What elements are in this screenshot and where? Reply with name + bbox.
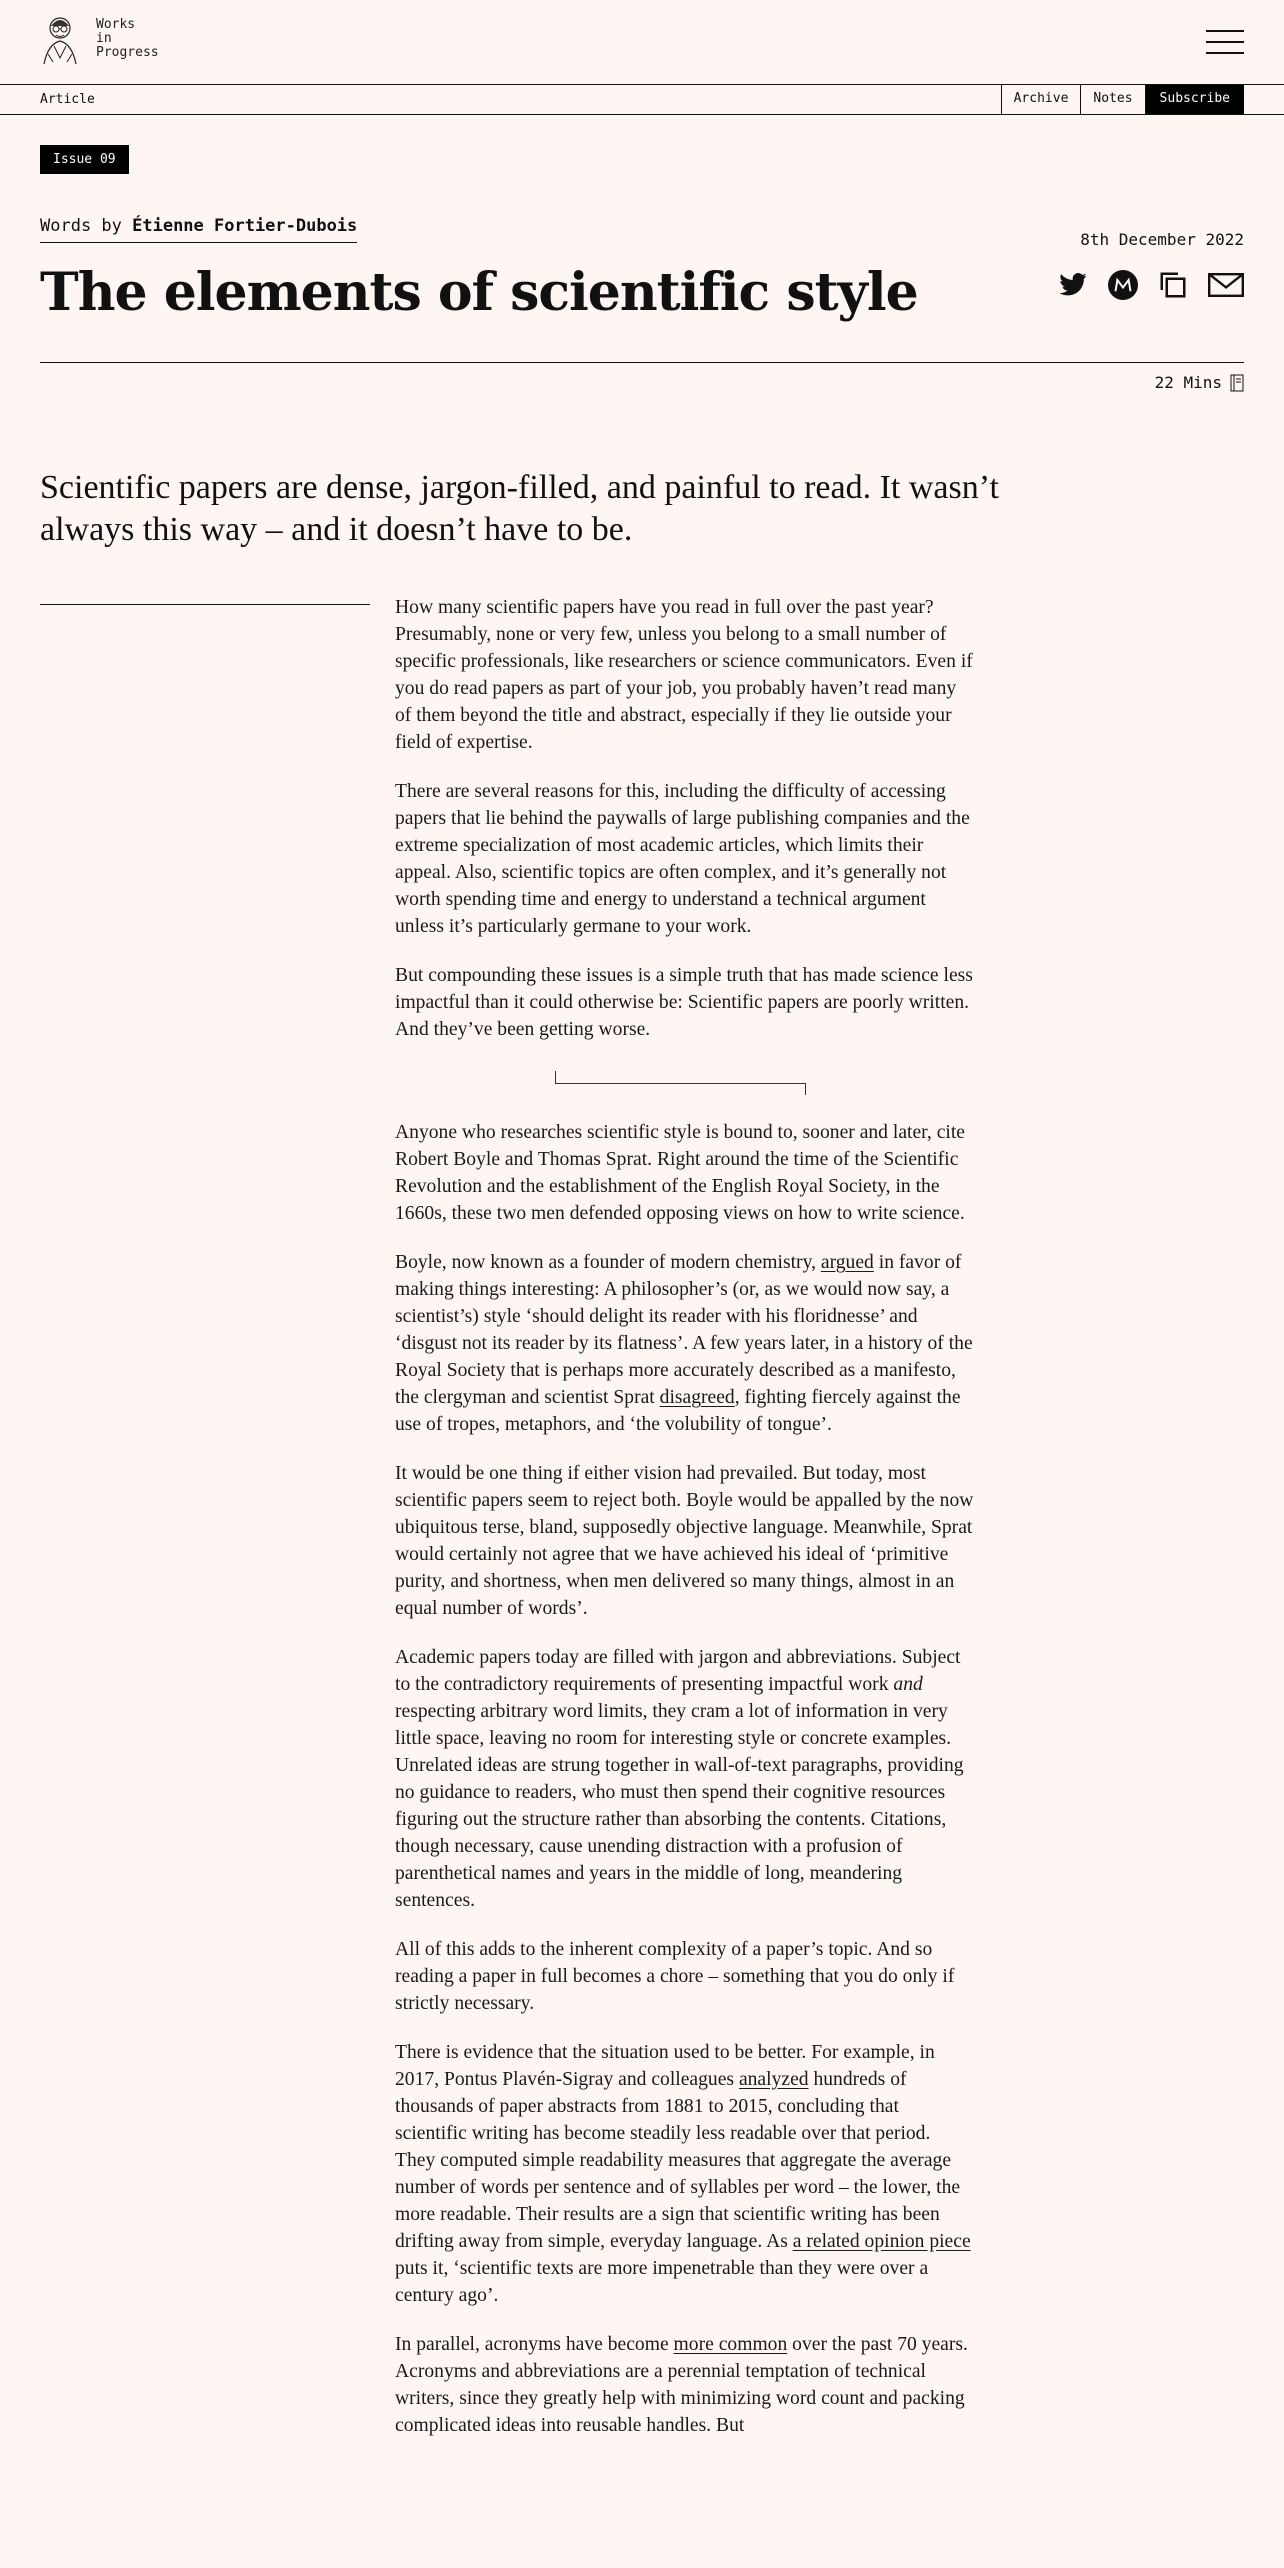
section-label: Article	[40, 92, 95, 107]
paragraph: Anyone who researches scientific style is bound to, sooner and later, cite Robert Boyle and Thomas Sprat. Right around the time of the Scientific Revolution and the establishment of the English Royal Society, in the 1660s, these two men defended opposing views on how to write science.	[395, 1122, 965, 1224]
paragraph: In parallel, acronyms have become more common over the past 70 years. Acronyms and abbreviations are a perennial temptation of technical writers, since they greatly help with minimizing word count and packing complicated ideas into reusable handles. But	[395, 2334, 968, 2436]
medium-icon[interactable]	[1108, 270, 1138, 300]
paragraph: Academic papers today are filled with jargon and abbreviations. Subject to the contradictory requirements of presenting impactful work and respecting arbitrary word limits, they cram a lot of information in very little space, leaving no room for interesting style or concrete examples. Unrelated ideas are strung together in wall-of-text paragraphs, providing no guidance to readers, who must then spend their cognitive resources figuring out the structure rather than absorbing the contents. Citations, though necessary, cause unending distraction with a profusion of parenthetical names and years in the middle of long, meandering sentences.	[395, 1647, 964, 1911]
article-body	[395, 594, 975, 2461]
paragraph: All of this adds to the inherent complexity of a paper’s topic. And so reading a paper in full becomes a chore – something that you do only if strictly necessary.	[395, 1939, 955, 2014]
copy-link-icon[interactable]	[1158, 270, 1188, 300]
paragraph: But compounding these issues is a simple truth that has made science less impactful than it could otherwise be: Scientific papers are poorly written. And they’ve been getting worse.	[395, 965, 973, 1040]
read-time	[1155, 373, 1244, 392]
paragraph: There are several reasons for this, including the difficulty of accessing papers that lie behind the paywalls of large publishing companies and the extreme specialization of most academic articles, which limits their appeal. Also, scientific topics are often complex, and it’s generally not worth spending time and energy to understand a technical argument unless it’s particularly germane to your work.	[395, 781, 970, 937]
twitter-icon[interactable]	[1058, 270, 1088, 300]
sub-navigation	[0, 84, 1284, 115]
aside-divider	[40, 604, 370, 605]
logo-portrait-icon	[40, 14, 80, 66]
site-logo[interactable]	[40, 14, 159, 66]
header-divider	[40, 362, 1244, 363]
book-icon	[1230, 374, 1244, 392]
issue-badge[interactable]: Issue 09	[40, 145, 129, 174]
more-common-link[interactable]: more common	[673, 2334, 788, 2355]
hamburger-menu-icon[interactable]	[1206, 30, 1244, 54]
subnav-links	[1001, 85, 1244, 114]
subscribe-button[interactable]: Subscribe	[1145, 85, 1244, 114]
publish-date: 8th December 2022	[1080, 230, 1244, 249]
disagreed-link[interactable]: disagreed	[659, 1387, 735, 1408]
paragraph: How many scientific papers have you read in full over the past year? Presumably, none or very few, unless you belong to a small number of specific professionals, like researchers or science communicators. Even if you do read papers as part of your job, you probably haven’t read many of them beyond the title and abstract, especially if they lie outside your field of expertise.	[395, 597, 973, 753]
article-title: The elements of scientific style	[40, 262, 918, 323]
byline-prefix: Words by	[40, 216, 133, 236]
site-header	[0, 0, 1284, 84]
byline	[40, 216, 357, 243]
author-name[interactable]: Étienne Fortier-Dubois	[132, 216, 358, 236]
paragraph: There is evidence that the situation used to be better. For example, in 2017, Pontus Plavén-Sigray and colleagues analyzed hundreds of thousands of paper abstracts from 1881 to 2015, concluding that scientific writing has become steadily less readable over that period. They computed simple readability measures that aggregate the average number of words per sentence and of syllables per word – the lower, the more readable. Their results are a sign that scientific writing has been drifting away from simple, everyday language. As a related opinion piece puts it, ‘scientific texts are more impenetrable than they were over a century ago’.	[395, 2042, 971, 2306]
share-icons	[1058, 270, 1244, 300]
notes-link[interactable]: Notes	[1080, 85, 1144, 114]
paragraph: It would be one thing if either vision had prevailed. But today, most scientific papers seem to reject both. Boyle would be appalled by the now ubiquitous terse, bland, supposedly objective language. Meanwhile, Sprat would certainly not agree that we have achieved his ideal of ‘primitive purity, and shortness, when men delivered so many things, almost in an equal number of words’.	[395, 1463, 974, 1619]
argued-link[interactable]: argued	[820, 1252, 874, 1273]
related-opinion-link[interactable]: a related opinion piece	[792, 2231, 971, 2252]
logo-text: Works in Progress	[96, 17, 159, 60]
standfirst: Scientific papers are dense, jargon-filled, and painful to read. It wasn’t always this way – and it doesn’t have to be.	[40, 469, 999, 548]
archive-link[interactable]: Archive	[1001, 85, 1081, 114]
read-time-label: 22 Mins	[1154, 373, 1222, 392]
email-icon[interactable]	[1208, 270, 1244, 300]
analyzed-link[interactable]: analyzed	[738, 2069, 809, 2090]
section-divider	[395, 1071, 975, 1093]
paragraph: Boyle, now known as a founder of modern chemistry, argued in favor of making things interesting: A philosopher’s (or, as we would now say, a scientist’s) style ‘should delight its reader with his floridnesse’ and ‘disgust not its reader by its flatness’. A few years later, in a history of the Royal Society that is perhaps more accurately described as a manifesto, the clergyman and scientist Sprat disagreed, fighting fiercely against the use of tropes, metaphors, and ‘the volubility of tongue’.	[395, 1252, 973, 1435]
